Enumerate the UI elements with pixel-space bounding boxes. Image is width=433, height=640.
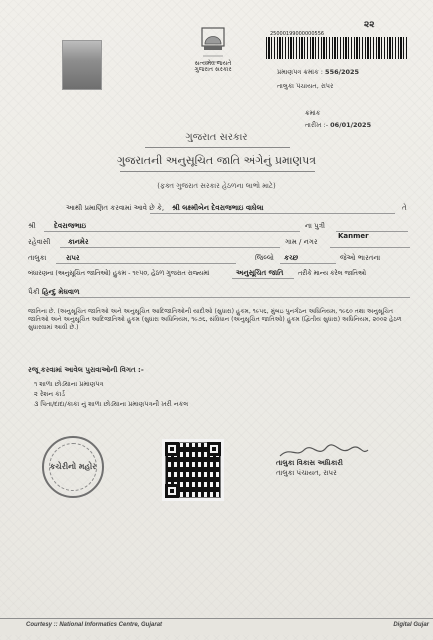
title-underline-2 [120,171,315,172]
proofs-header: રજૂ કરવામાં આવેલ પુરાવાઓની વિગત :- [28,366,144,374]
district-label: જિલ્લો [255,254,274,262]
taluka-label: તાલુકા [28,254,47,262]
certificate-subtitle: (ફક્ત ગુજરાત સરકાર હેઠળના લાભો માટે) [157,182,276,190]
village-underline [330,247,410,248]
shri-label: શ્રી [28,222,36,230]
father-underline [44,231,300,232]
proof-item: ૧ શાળા છોડ્યાના પ્રમાણપત્ર [34,380,104,388]
qr-finder [165,442,179,456]
barcode-number: 25000199000000556 [270,31,325,37]
certificate-number [277,68,371,76]
seal-text: કચેરીનો મહોર [49,462,97,471]
certificate-number-label: પ્રમાણપત્ર ક્રમાંક : [277,68,323,76]
district-value: કચ્છ [284,254,299,262]
footer-right: Digital Gujar [393,622,429,628]
village-label: ગામ / નગર [285,238,318,246]
issue-date-value: 06/01/2025 [330,121,372,129]
recognised-text: તરીકે માન્ય કરેલ જાતિઓ [298,270,366,277]
signatory-office: તાલુકા પંચાયત, રાપર [276,469,337,477]
footer-left: Courtesy :: National Informatics Centre, Gujarat [26,622,163,628]
resident-label: રહેવાસી [28,238,51,246]
resident-value: કાનમેર [68,238,89,246]
resident-underline [60,247,280,248]
office-line: તાલુકા પંચાયત, રાપર [277,82,334,90]
taluka-value: રાપર [66,254,80,262]
applicant-photo [62,40,102,90]
emblem-line-1: સત્યમેવ જયતે [194,60,232,67]
suffix-te: તે [402,204,407,212]
emblem-line-2: ગુજરાત સરકાર [194,66,232,73]
government-title: ગુજરાત સરકાર [185,132,248,143]
category-underline [232,278,294,279]
qr-code [162,439,224,501]
name-underline [150,213,395,214]
issue-date-label: તારીખ :- [305,121,329,129]
emblem-caption [190,61,236,73]
caste-category: અનુસૂચિત જાતિ [236,269,284,277]
certificate-number-value: 556/2025 [325,68,360,76]
village-value: Kanmer [338,232,369,240]
father-name: દેવરાજભાઇ [54,222,87,230]
order-text: બંધારણના (અનુસૂચિત જાતિઓ) હુકમ - ૧૯૫૦, હેઠળ ગુજરાત રાજ્યમાં [28,270,210,277]
proofs-list [30,365,188,409]
taluka-underline [56,263,236,264]
issue-date [305,121,371,129]
certificate-meta [277,68,371,129]
caste-value: હિન્દુ મેઘવાળ [42,288,80,296]
relation: ના પુત્રી [305,222,326,230]
signatory-block [276,458,406,478]
proof-item: ૨ રેશન કાર્ડ [34,390,65,398]
barcode [266,37,408,59]
state-text: જેઓ ભારતના [340,254,381,262]
footer-bar [0,618,433,635]
certificate-title: ગુજરાતની અનુસૂચિત જાતિ અંગેનું પ્રમાણપત્ર [116,154,317,167]
qr-finder [207,442,221,456]
intro-text: આથી પ્રમાણિત કરવામાં આવે છે કે, [66,204,165,212]
signatory-title: તાલુકા વિકાસ અધિકારી [276,459,343,467]
person-name: શ્રી લક્ષ્મીબેન દેવરાજભાઇ વાઘેલા [172,204,264,212]
small-line: ક્રમાંક [305,109,321,117]
proof-item: ૩ પિતા/દાદા/કાકા નું શાળા છોડ્યાના પ્રમાણપત્રની ખરી નકલ [34,400,189,408]
qr-finder [165,484,179,498]
district-underline [280,263,336,264]
top-right-mark: ૨૨ [364,20,375,30]
caste-label: પૈકી [28,288,40,296]
office-seal [42,436,104,498]
caste-underline [40,297,410,298]
legal-paragraph: જાતિના છે. (અનુસૂચિત જાતિઓ અને અનુસૂચિત આદિજાતિઓની યાદીઓ (સુધારા) હુકમ, ૧૯૫૬, મુંબઇ પુનર્ગઠન અધિનિયમ, ૧૯૬૦ તથા અનુસૂચિત જાતિઓ અને અનુસૂચિત આદિજાતિઓ હુકમ (સુધારા અધિનિયમ, ૧૯૭૬, સંવિધાન (અનુસૂચિત જાતિઓ) હુકમ (દ્વિતીય સુધારા) અધિનિયમ, ૨૦૦૨ હેઠળ સુધારવામાં આવી છે.) [28,308,402,331]
title-underline [145,147,290,148]
